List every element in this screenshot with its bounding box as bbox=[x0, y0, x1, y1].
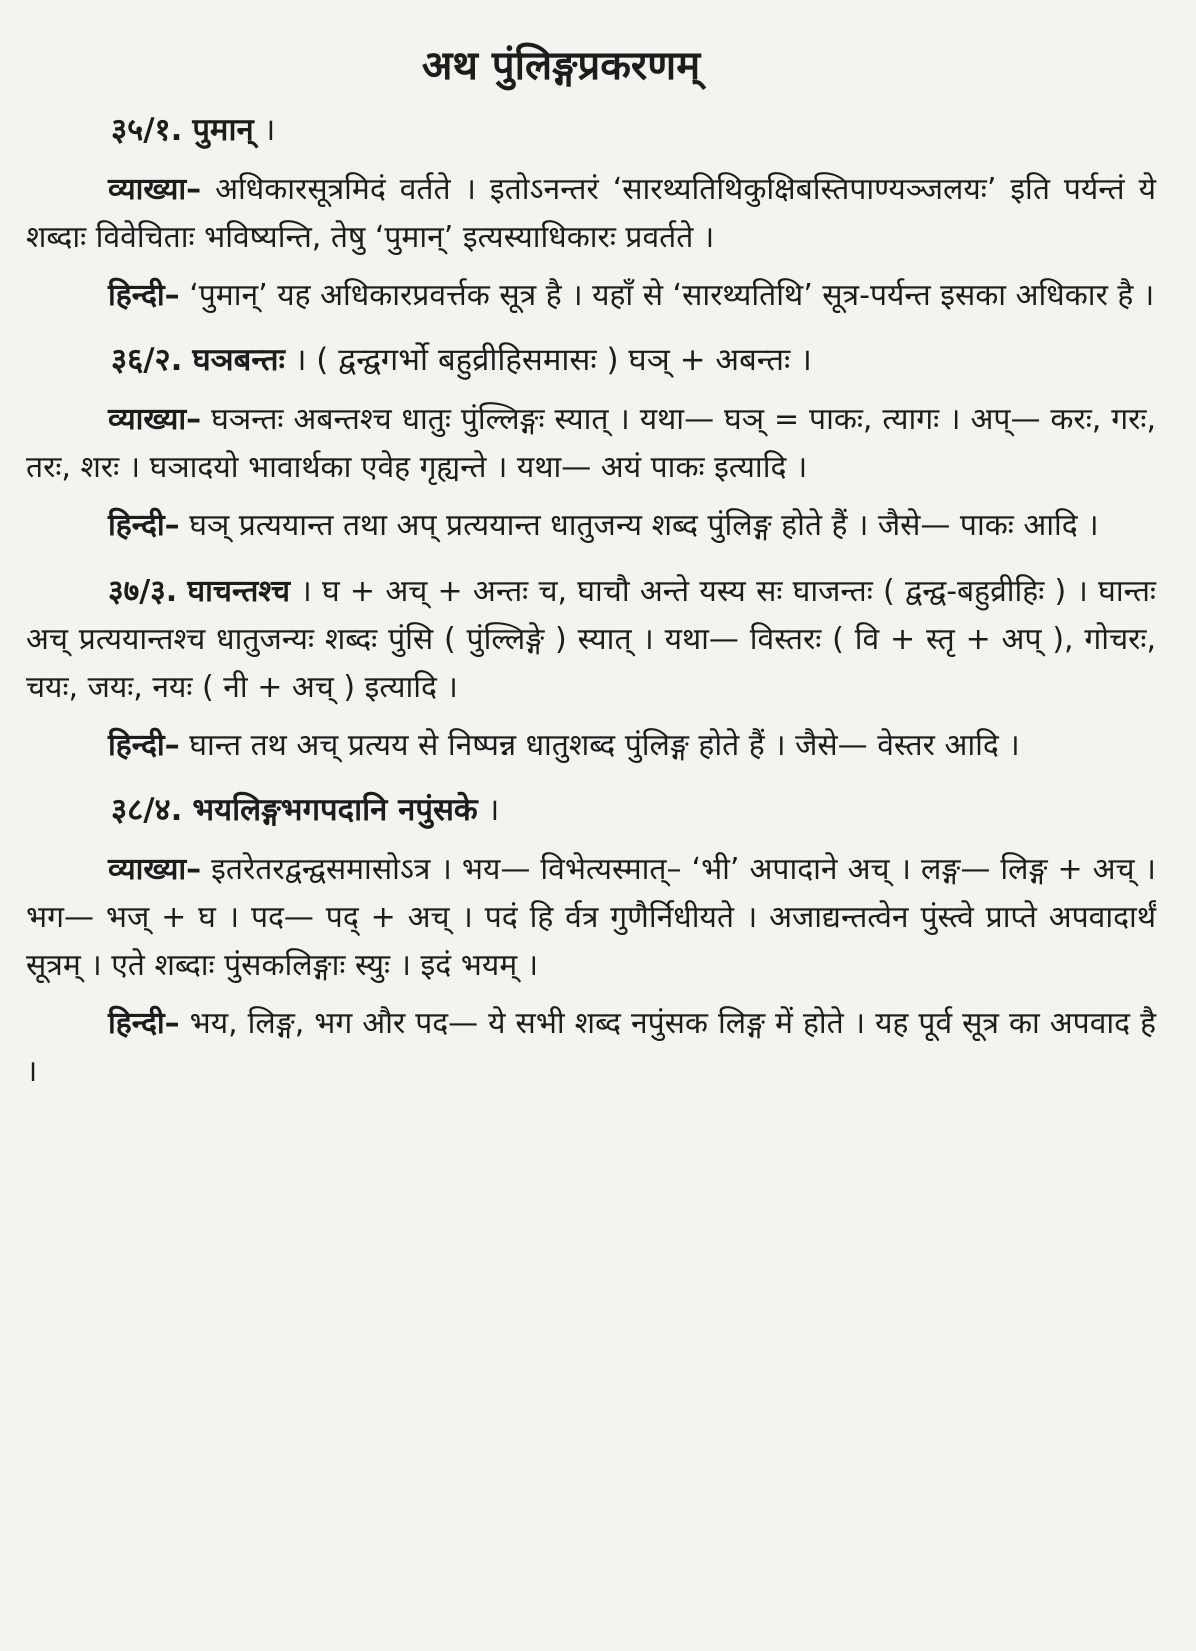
hindi-text: घञ् प्रत्ययान्त तथा अप् प्रत्ययान्त धातुजन्य शब्द पुंलिङ्ग होते हैं । जैसे— पाकः आदि । bbox=[179, 508, 1099, 543]
sutra-name: पुमान् bbox=[192, 112, 254, 148]
hindi-paragraph bbox=[26, 722, 1156, 770]
sutra-rest: । घ + अच् + अन्तः च, घाचौ अन्ते यस्य सः घाजन्तः ( द्वन्द्व-बहुव्रीहिः ) । घान्तः अच् प्रत्ययान्तश्च धातुजन्यः शब्दः पुंसि ( पुंल्लिङ्गे ) स्यात् । यथा— विस्तरः ( वि + स्तृ + अप् ), गोचरः, चयः, जयः, नयः ( नी + अच् ) इत्यादि । bbox=[26, 574, 1156, 705]
sutra-rest: । bbox=[253, 112, 276, 148]
vyakhya-paragraph bbox=[26, 396, 1156, 492]
vyakhya-paragraph bbox=[26, 166, 1156, 262]
sutra-section bbox=[26, 568, 1156, 770]
vyakhya-paragraph bbox=[26, 846, 1156, 990]
hindi-paragraph bbox=[26, 272, 1156, 320]
sutra-section bbox=[26, 338, 1156, 550]
sutra-number: ३५/१. bbox=[111, 112, 183, 148]
sutra-section bbox=[26, 108, 1156, 320]
hindi-text: ‘पुमान्’ यह अधिकारप्रवर्त्तक सूत्र है । यहाँ से ‘सारथ्यतिथि’ सूत्र-पर्यन्त इसका अधिकार है । bbox=[179, 278, 1155, 313]
page-title: अथ पुंलिङ्गप्रकरणम् bbox=[421, 43, 701, 89]
hindi-paragraph bbox=[26, 1000, 1156, 1096]
hindi-label: हिन्दी– bbox=[108, 728, 180, 763]
sutra-name: भयलिङ्गभगपदानि नपुंसके bbox=[192, 792, 478, 828]
hindi-text: भय, लिङ्ग, भग और पद— ये सभी शब्द नपुंसक लिङ्ग में होते । यह पूर्व सूत्र का अपवाद है । bbox=[26, 1006, 1156, 1089]
hindi-label: हिन्दी– bbox=[108, 1006, 180, 1041]
vyakhya-label: व्याख्या– bbox=[108, 402, 202, 437]
sutra-heading bbox=[26, 338, 1156, 382]
hindi-paragraph bbox=[26, 502, 1156, 550]
sutra-number: ३८/४. bbox=[111, 792, 183, 828]
vyakhya-text: इतरेतरद्वन्द्वसमासोऽत्र । भय— विभेत्यस्मात्– ‘भी’ अपादाने अच् । लङ्ग— लिङ्ग + अच् । भग— भज् + घ । पद— पद् + अच् । पदं हि र्वत्र गुणैर्निधीयते । अजाद्यन्तत्वेन पुंस्त्वे प्राप्ते अपवादार्थं सूत्रम् । एते शब्दाः पुंसकलिङ्गाः स्युः । इदं भयम् । bbox=[26, 852, 1156, 983]
vyakhya-text: अधिकारसूत्रमिदं वर्तते । इतोऽनन्तरं ‘सारथ्यतिथिकुक्षिबस्तिपाण्यञ्जलयः’ इति पर्यन्तं ये शब्दाः विवेचिताः भविष्यन्ति, तेषु ‘पुमान्’ इत्यस्याधिकारः प्रवर्तते । bbox=[26, 172, 1156, 255]
hindi-label: हिन्दी– bbox=[108, 278, 180, 313]
vyakhya-text: घञन्तः अबन्तश्च धातुः पुंल्लिङ्गः स्यात् । यथा— घञ् = पाकः, त्यागः । अप्— करः, गरः, तरः, शरः । घञादयो भावार्थका एवेह गृह्यन्ते । यथा— अयं पाकः इत्यादि । bbox=[26, 402, 1156, 485]
sutra-rest: । bbox=[477, 792, 500, 828]
vyakhya-label: व्याख्या– bbox=[108, 172, 202, 207]
sutra-name: घाचन्तश्च bbox=[187, 574, 291, 609]
sutra-number: ३७/३. bbox=[108, 574, 178, 609]
sutra-heading-paragraph bbox=[26, 568, 1156, 712]
vyakhya-label: व्याख्या– bbox=[108, 852, 202, 887]
hindi-label: हिन्दी– bbox=[108, 508, 180, 543]
sutra-name: घञबन्तः bbox=[192, 342, 285, 378]
hindi-text: घान्त तथ अच् प्रत्यय से निष्पन्न धातुशब्द पुंलिङ्ग होते हैं । जैसे— वेस्तर आदि । bbox=[179, 728, 1020, 763]
sutra-section bbox=[26, 788, 1156, 1096]
sutra-heading bbox=[26, 108, 1156, 152]
sutra-rest: । ( द्वन्द्वगर्भो बहुव्रीहिसमासः ) घञ् + अबन्तः । bbox=[284, 342, 812, 378]
sutra-heading bbox=[26, 788, 1156, 832]
sutra-number: ३६/२. bbox=[111, 342, 183, 378]
